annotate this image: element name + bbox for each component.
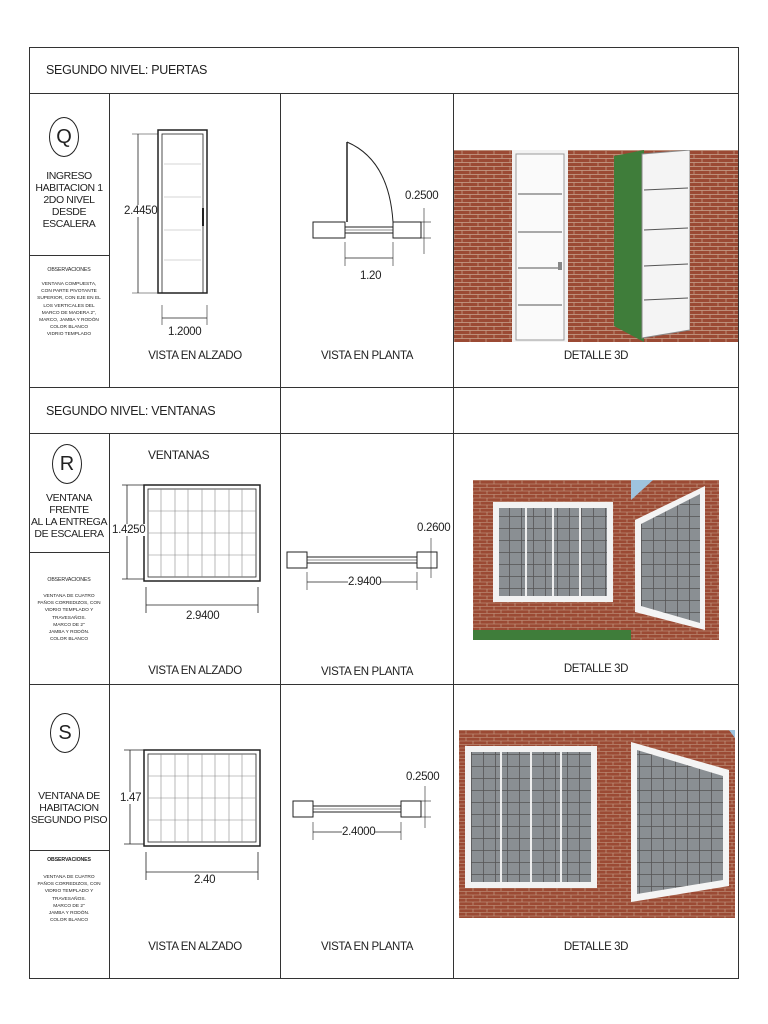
caption-detail-q: DETALLE 3D [563,350,629,362]
element-name-r: VENTANA FRENTE AL LA ENTREGA DE ESCALERA [30,492,108,540]
window-s-elevation-height: 1.47 [120,792,142,804]
caption-detail-s: DETALLE 3D [563,941,629,953]
observations-text-s: VENTANA DE CUATRO PAÑOS CORREDIZOS, CON VIDRIO TEMPLADO Y TRAVESAÑOS. MARCO DE 2" JAMBA Y RODÓN. COLOR BLANCO [37,875,101,924]
window-s-3d-render [459,730,735,918]
element-name-s: VENTANA DE HABITACION SEGUNDO PISO [30,790,108,826]
observations-text-r: VENTANA DE CUATRO PAÑOS CORREDIZOS, CON VIDRIO TEMPLADO Y TRAVESAÑOS. MARCO DE 2" JAMBA Y RODÓN. COLOR BLANCO [37,594,101,643]
observations-title-r: OBSERVACIONES [47,577,91,583]
door-elevation-drawing [110,120,280,350]
caption-plan-s: VISTA EN PLANTA [321,941,413,953]
window-r-elevation-drawing [110,475,280,625]
windows-section-title: SEGUNDO NIVEL: VENTANAS [46,404,216,418]
window-r-plan-width: 2.9400 [348,576,382,588]
door-plan-width: 1.20 [360,270,382,282]
door-3d-render [454,150,738,342]
windows-label: VENTANAS [148,448,210,462]
door-elevation-height: 2.4450 [124,205,158,217]
element-name-q: INGRESO HABITACION 1 2DO NIVEL DESDE ESCALERA [35,170,103,230]
code-badge-s: S [50,713,80,753]
window-s-elevation-width: 2.40 [194,874,216,886]
door-plan-drawing [281,130,453,290]
door-elevation-width: 1.2000 [168,326,202,338]
caption-plan-r: VISTA EN PLANTA [321,666,413,678]
window-r-elevation-height: 1.4250 [112,524,146,536]
caption-plan-q: VISTA EN PLANTA [321,350,413,362]
window-s-plan-drawing [281,778,453,868]
window-r-plan-thickness: 0.2600 [417,522,451,534]
caption-detail-r: DETALLE 3D [563,663,629,675]
caption-elevation-s: VISTA EN ALZADO [148,941,242,953]
window-s-plan-thickness: 0.2500 [406,771,440,783]
window-s-plan-width: 2.4000 [342,826,376,838]
window-s-elevation-drawing [110,740,280,890]
observations-title-s: OBSERVACIONES [47,857,91,863]
code-badge-q: Q [49,117,79,157]
doors-section-title: SEGUNDO NIVEL: PUERTAS [46,63,208,77]
observations-text-q: VENTANA COMPUESTA, CON PARTE PIVOTANTE SUPERIOR, CON EJE EN EL LOS VERTICALES DEL MARCO DE MADERA 2", MARCO, JAMBA Y RODÓN COLOR BLANCO VIDRIO TEMPLADO [37,282,101,338]
caption-elevation-q: VISTA EN ALZADO [148,350,242,362]
observations-title-q: OBSERVACIONES [47,267,91,273]
window-r-elevation-width: 2.9400 [186,610,220,622]
window-r-3d-render [473,480,719,640]
door-plan-thickness: 0.2500 [405,190,439,202]
window-r-plan-drawing [281,530,453,620]
caption-elevation-r: VISTA EN ALZADO [148,665,242,677]
code-badge-r: R [52,444,82,484]
